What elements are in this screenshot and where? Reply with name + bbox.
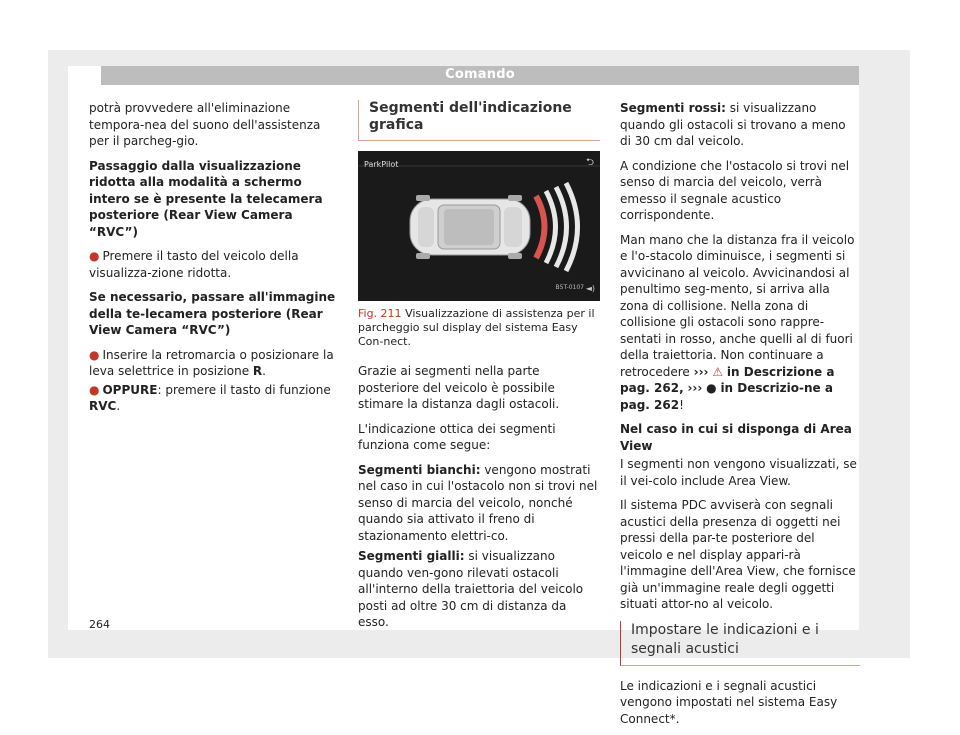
header-title: Comando xyxy=(445,67,515,82)
column-left xyxy=(89,100,339,423)
figure-caption xyxy=(358,307,600,349)
paragraph: L'indicazione ottica dei segmenti funziona come segue: xyxy=(358,421,556,452)
definition-red xyxy=(620,100,860,150)
section-title: Segmenti dell'indicazione grafica xyxy=(358,100,600,141)
figure-number: Fig. 211 xyxy=(358,307,402,320)
figure-title: ParkPilot xyxy=(364,160,399,169)
car-icon xyxy=(410,195,530,259)
cross-reference[interactable]: in Descrizione a pag. 262, xyxy=(620,364,835,395)
paragraph: Le indicazioni e i segnali acustici vengono impostati nel sistema Easy Connect*. xyxy=(620,678,838,726)
page-number: 264 xyxy=(89,618,110,631)
column-right xyxy=(620,100,860,735)
subheading: Se necessario, passare all'immagine della te-lecamera posteriore (Rear View Camera “RVC”) xyxy=(89,290,336,337)
bullet-item xyxy=(89,248,339,281)
cross-reference[interactable]: in Descrizio-ne a pag. 262 xyxy=(620,381,833,412)
definition-term: Segmenti rossi: xyxy=(620,101,726,115)
paragraph: A condizione che l'ostacolo si trovi nel senso di marcia del veicolo, verrà emesso il segnale acustico corrispondente. xyxy=(620,158,850,222)
definition-term: Segmenti bianchi: xyxy=(358,462,481,477)
caption-text: Visualizzazione di assistenza per il parcheggio sul display del sistema Easy Con-nect. xyxy=(358,307,595,348)
gear-position: R xyxy=(252,364,263,378)
bullet-text: : premere il tasto di funzione xyxy=(157,382,331,397)
chevron-ref-icon: ››› xyxy=(693,364,709,379)
speaker-icon: ◄) xyxy=(585,283,595,293)
paragraph: I segmenti non vengono visualizzati, se il vei-colo include Area View. xyxy=(620,457,857,488)
chevron-ref-icon: ››› xyxy=(687,381,703,395)
figure-code: B5T-0107 xyxy=(555,283,584,291)
paragraph: Grazie ai segmenti nella parte posteriore del veicolo è possibile stimare la distanza dagli ostacoli. xyxy=(358,364,560,411)
definition-body: si visualizzano quando ven-gono rilevati ostacoli all'interno della traiettoria del veicolo posti ad oltre 30 cm di distanza da esso. xyxy=(358,549,584,629)
distance-segments xyxy=(536,183,578,271)
subheading: Nel caso in cui si disponga di Area View xyxy=(620,422,852,453)
bullet-icon: ● xyxy=(89,347,100,362)
car-illustration xyxy=(358,151,600,301)
bullet-icon: ● xyxy=(89,249,100,263)
warning-icon: ⚠ xyxy=(712,364,724,379)
parkpilot-figure xyxy=(358,151,600,301)
definition-yellow xyxy=(358,548,600,631)
bullet-text: Inserire la retromarcia o posizionare la leva selettrice in posizione xyxy=(89,347,334,378)
subheading: Passaggio dalla visualizzazione ridotta alla modalità a schermo intero se è presente la telecamera posteriore (Rear View Camera “RVC”) xyxy=(89,158,323,239)
page-header xyxy=(101,66,859,85)
bullet-icon: ● xyxy=(89,382,100,397)
bullet-item: ● OPPURE: premere il tasto di funzione RVC. xyxy=(89,382,331,413)
definition-white xyxy=(358,462,600,545)
paragraph: Il sistema PDC avviserà con segnali acustici della presenza di oggetti nei pressi della par-te posteriore del veicolo e nel display appari-rà l'immagine dell'Area View, che fornisce già un'immagine reale degli oggetti situati attor-no al veicolo. xyxy=(620,498,856,611)
subsection-title: Impostare le indicazioni e i segnali acustici xyxy=(620,621,860,666)
bullet-item: ● Inserire la retromarcia o posizionare la leva selettrice in posizione R. xyxy=(89,347,334,378)
back-arrow-icon: ⮌ xyxy=(585,157,594,168)
bullet-text: Premere il tasto del veicolo della visualizza-zione ridotta. xyxy=(89,249,299,280)
definition-term: Segmenti gialli: xyxy=(358,549,465,563)
or-label: OPPURE xyxy=(102,382,158,397)
info-icon: ● xyxy=(706,381,717,395)
rvc-key: RVC xyxy=(89,399,117,413)
paragraph: potrà provvedere all'eliminazione tempora-nea del suono dell'assistenza per il parcheg-gio. xyxy=(89,101,321,148)
column-middle xyxy=(358,100,600,635)
definition-body: vengono mostrati nel caso in cui l'ostacolo non si trovi nel senso di marcia del veicolo, nonché quando sia attivato il freno di stazionamento elettri-co. xyxy=(358,462,598,543)
paragraph-text: Man mano che la distanza fra il veicolo e l'o-stacolo diminuisce, i segmenti si avvicinano al veicolo. Avvicinandosi al penultimo seg-mento, si arriva alla zona di collisione. Nella zona di collisione gli ostacoli sono rappre-sentati in rosso, anche quelli al di fuori della traiettoria. Non continuare a retrocedere xyxy=(620,232,855,379)
definition-body: si visualizzano quando gli ostacoli si trovano a meno di 30 cm dal veicolo. xyxy=(620,101,846,148)
paragraph: Man mano che la distanza fra il veicolo e l'o-stacolo diminuisce, i segmenti si avvicinano al veicolo. Avvicinandosi al penultimo seg-mento, si arriva alla zona di collisione. Nella zona di collisione gli ostacoli sono rappre-sentati in rosso, anche quelli al di fuori della traiettoria. Non continuare a retrocedere ››› ⚠ in Descrizione a pag. 262, ››› ● in Descrizio-ne a pag. 262! xyxy=(620,232,855,412)
